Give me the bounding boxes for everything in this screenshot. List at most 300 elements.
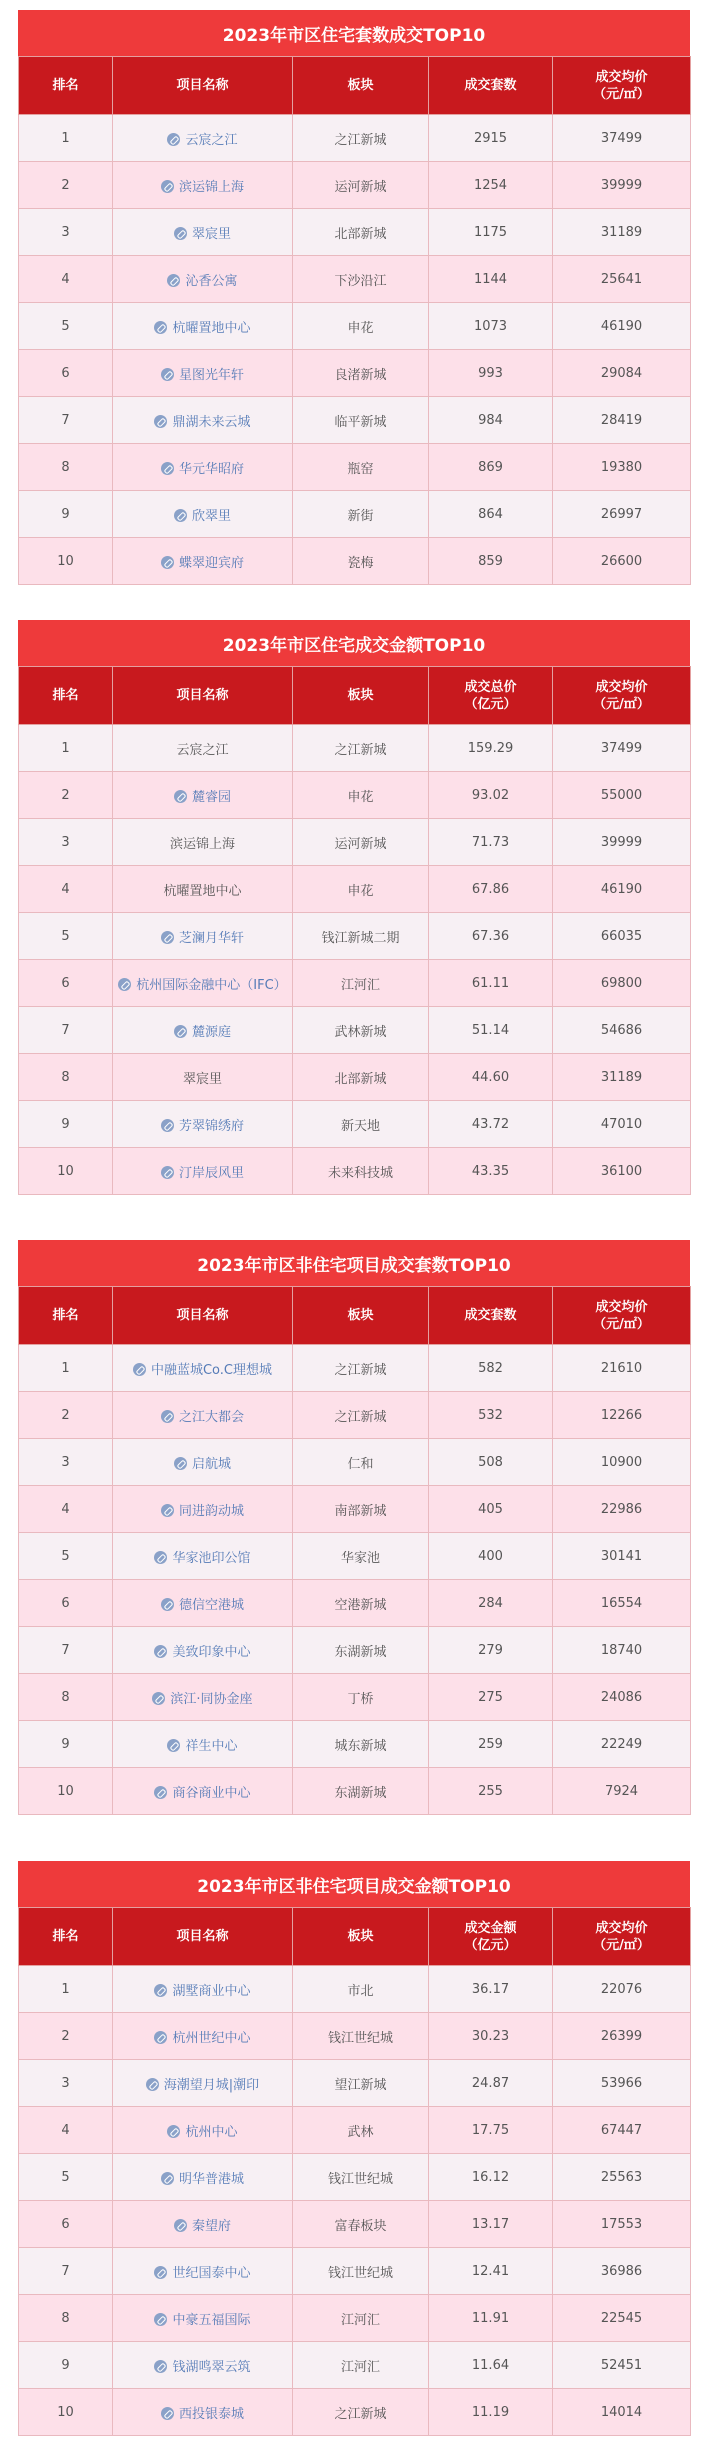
table-row: [19, 350, 691, 397]
link-icon: [161, 931, 174, 944]
cell-rank: 7: [19, 397, 113, 444]
cell-value-1: 400: [429, 1533, 553, 1580]
table-title: 2023年市区住宅成交金额TOP10: [18, 620, 690, 666]
link-icon: [167, 2125, 180, 2138]
cell-rank: 6: [19, 2201, 113, 2248]
cell-value-1: 43.35: [429, 1148, 553, 1195]
cell-value-1: 255: [429, 1768, 553, 1815]
cell-project-name[interactable]: [113, 115, 293, 162]
cell-value-1: 17.75: [429, 2107, 553, 2154]
cell-value-2: 22076: [553, 1966, 691, 2013]
header-area: 板块: [293, 667, 429, 725]
cell-value-1: 11.91: [429, 2295, 553, 2342]
cell-value-1: 51.14: [429, 1007, 553, 1054]
cell-value-2: 12266: [553, 1392, 691, 1439]
cell-value-1: 159.29: [429, 725, 553, 772]
table-row: [19, 209, 691, 256]
cell-value-1: 864: [429, 491, 553, 538]
cell-area: 之江新城: [293, 2389, 429, 2436]
cell-rank: 10: [19, 538, 113, 585]
link-icon: [154, 2313, 167, 2326]
cell-area: 城东新城: [293, 1721, 429, 1768]
cell-project-name: [113, 725, 293, 772]
cell-project-name[interactable]: [113, 772, 293, 819]
project-link[interactable]: 明华普港城: [178, 2171, 244, 2187]
table-row: [19, 2107, 691, 2154]
table-row: [19, 866, 691, 913]
cell-value-2: 31189: [553, 1054, 691, 1101]
cell-rank: 4: [19, 256, 113, 303]
project-link[interactable]: 湖墅商业中心: [172, 1983, 251, 1999]
cell-area: 江河汇: [293, 960, 429, 1007]
cell-project-name[interactable]: [113, 2342, 293, 2389]
table-row: [19, 491, 691, 538]
cell-value-1: 582: [429, 1345, 553, 1392]
cell-value-2: 66035: [553, 913, 691, 960]
header-value-2: 成交均价 （元/㎡）: [553, 1908, 691, 1966]
project-name: 翠宸里: [182, 1071, 222, 1087]
table-row: [19, 1580, 691, 1627]
table-row: [19, 115, 691, 162]
cell-value-2: 25641: [553, 256, 691, 303]
cell-area: 东湖新城: [293, 1627, 429, 1674]
cell-value-2: 37499: [553, 115, 691, 162]
cell-rank: 4: [19, 866, 113, 913]
table-residential-units: [18, 10, 690, 585]
cell-value-2: 26399: [553, 2013, 691, 2060]
cell-project-name: [113, 819, 293, 866]
cell-area: 瓶窑: [293, 444, 429, 491]
project-link[interactable]: 鼎湖未来云城: [172, 414, 251, 430]
cell-value-2: 26600: [553, 538, 691, 585]
cell-rank: 3: [19, 2060, 113, 2107]
cell-project-name[interactable]: [113, 1966, 293, 2013]
table-row: [19, 1627, 691, 1674]
cell-value-2: 37499: [553, 725, 691, 772]
table-title: 2023年市区非住宅项目成交金额TOP10: [18, 1861, 690, 1907]
link-icon: [161, 1504, 174, 1517]
cell-project-name[interactable]: [113, 303, 293, 350]
cell-project-name: [113, 1054, 293, 1101]
cell-value-2: 22545: [553, 2295, 691, 2342]
cell-project-name[interactable]: [113, 538, 293, 585]
project-link[interactable]: 芳翠锦绣府: [178, 1118, 244, 1134]
cell-value-2: 46190: [553, 866, 691, 913]
table-commercial-amount: [18, 1861, 690, 2436]
cell-area: 之江新城: [293, 725, 429, 772]
cell-value-2: 55000: [553, 772, 691, 819]
header-value-2: 成交均价 （元/㎡）: [553, 57, 691, 115]
header-value-1: 成交套数: [429, 57, 553, 115]
cell-area: 武林新城: [293, 1007, 429, 1054]
cell-value-1: 1073: [429, 303, 553, 350]
cell-value-1: 275: [429, 1674, 553, 1721]
project-link[interactable]: 中豪五福国际: [172, 2312, 251, 2328]
data-table: [18, 666, 691, 1195]
cell-value-1: 532: [429, 1392, 553, 1439]
cell-project-name[interactable]: [113, 350, 293, 397]
cell-value-2: 19380: [553, 444, 691, 491]
cell-value-2: 39999: [553, 819, 691, 866]
cell-project-name[interactable]: [113, 2107, 293, 2154]
cell-rank: 7: [19, 1627, 113, 1674]
table-row: [19, 913, 691, 960]
project-link[interactable]: 星图光年轩: [178, 367, 244, 383]
cell-area: 钱江世纪城: [293, 2013, 429, 2060]
table-row: [19, 772, 691, 819]
table-residential-amount: [18, 620, 690, 1195]
project-link[interactable]: 世纪国泰中心: [172, 2265, 251, 2281]
table-row: [19, 1392, 691, 1439]
cell-area: 钱江世纪城: [293, 2248, 429, 2295]
cell-rank: 9: [19, 1721, 113, 1768]
project-link[interactable]: 杭曜置地中心: [172, 320, 251, 336]
table-row: [19, 2389, 691, 2436]
table-row: [19, 1054, 691, 1101]
cell-project-name[interactable]: [113, 1533, 293, 1580]
cell-rank: 2: [19, 162, 113, 209]
table-row: [19, 1674, 691, 1721]
cell-value-1: 859: [429, 538, 553, 585]
table-row: [19, 303, 691, 350]
cell-project-name[interactable]: [113, 1627, 293, 1674]
project-link[interactable]: 商谷商业中心: [172, 1785, 251, 1801]
project-link[interactable]: 欣翠里: [191, 508, 231, 524]
project-link[interactable]: 云宸之江: [185, 132, 238, 148]
table-row: [19, 256, 691, 303]
link-icon: [161, 2172, 174, 2185]
link-icon: [161, 1410, 174, 1423]
cell-rank: 2: [19, 1392, 113, 1439]
header-name: 项目名称: [113, 667, 293, 725]
table-row: [19, 2248, 691, 2295]
project-link[interactable]: 麓睿园: [191, 789, 231, 805]
cell-rank: 8: [19, 1054, 113, 1101]
project-link[interactable]: 美致印象中心: [172, 1644, 251, 1660]
cell-rank: 10: [19, 1768, 113, 1815]
project-link[interactable]: 芝澜月华轩: [178, 930, 244, 946]
cell-rank: 3: [19, 209, 113, 256]
cell-area: 新街: [293, 491, 429, 538]
link-icon: [174, 1025, 187, 1038]
cell-area: 北部新城: [293, 1054, 429, 1101]
cell-value-2: 22249: [553, 1721, 691, 1768]
cell-value-1: 16.12: [429, 2154, 553, 2201]
cell-project-name[interactable]: [113, 913, 293, 960]
cell-value-1: 67.36: [429, 913, 553, 960]
project-name: 云宸之江: [176, 742, 229, 758]
link-icon: [174, 227, 187, 240]
table-title: 2023年市区非住宅项目成交套数TOP10: [18, 1240, 690, 1286]
cell-project-name[interactable]: [113, 2154, 293, 2201]
cell-project-name[interactable]: [113, 1721, 293, 1768]
cell-rank: 8: [19, 1674, 113, 1721]
project-link[interactable]: 汀岸辰风里: [178, 1165, 244, 1181]
cell-area: 空港新城: [293, 1580, 429, 1627]
project-link[interactable]: 沁香公寓: [185, 273, 238, 289]
cell-project-name[interactable]: [113, 162, 293, 209]
cell-value-1: 1144: [429, 256, 553, 303]
cell-project-name[interactable]: [113, 444, 293, 491]
cell-project-name[interactable]: [113, 1580, 293, 1627]
cell-project-name[interactable]: [113, 1392, 293, 1439]
header-name: 项目名称: [113, 57, 293, 115]
link-icon: [154, 1645, 167, 1658]
cell-rank: 4: [19, 1486, 113, 1533]
table-row: [19, 2013, 691, 2060]
table-row: [19, 1721, 691, 1768]
cell-rank: 1: [19, 115, 113, 162]
cell-area: 之江新城: [293, 1345, 429, 1392]
cell-rank: 1: [19, 1966, 113, 2013]
cell-value-1: 30.23: [429, 2013, 553, 2060]
cell-project-name[interactable]: [113, 1101, 293, 1148]
project-link[interactable]: 启航城: [191, 1456, 231, 1472]
cell-project-name: [113, 866, 293, 913]
cell-project-name[interactable]: [113, 2060, 293, 2107]
link-icon: [154, 2031, 167, 2044]
cell-value-1: 67.86: [429, 866, 553, 913]
cell-project-name[interactable]: [113, 397, 293, 444]
cell-area: 钱江新城二期: [293, 913, 429, 960]
cell-value-1: 11.19: [429, 2389, 553, 2436]
project-link[interactable]: 海潮望月城|潮印: [163, 2077, 260, 2093]
cell-rank: 1: [19, 725, 113, 772]
cell-rank: 6: [19, 1580, 113, 1627]
table-title: 2023年市区住宅套数成交TOP10: [18, 10, 690, 56]
cell-rank: 9: [19, 491, 113, 538]
header-value-2: 成交均价 （元/㎡）: [553, 1287, 691, 1345]
link-icon: [174, 509, 187, 522]
cell-area: 运河新城: [293, 162, 429, 209]
cell-project-name[interactable]: [113, 2295, 293, 2342]
link-icon: [154, 1786, 167, 1799]
cell-rank: 1: [19, 1345, 113, 1392]
table-row: [19, 1966, 691, 2013]
cell-value-2: 30141: [553, 1533, 691, 1580]
cell-area: 江河汇: [293, 2342, 429, 2389]
table-row: [19, 1768, 691, 1815]
table-row: [19, 725, 691, 772]
project-link[interactable]: 滨运锦上海: [178, 179, 244, 195]
cell-project-name[interactable]: [113, 1345, 293, 1392]
project-link[interactable]: 中融蓝城Co.C理想城: [150, 1362, 272, 1378]
cell-value-1: 1175: [429, 209, 553, 256]
header-row: [19, 1908, 691, 1966]
cell-value-1: 405: [429, 1486, 553, 1533]
link-icon: [167, 274, 180, 287]
cell-value-2: 26997: [553, 491, 691, 538]
cell-rank: 6: [19, 350, 113, 397]
cell-value-1: 11.64: [429, 2342, 553, 2389]
table-row: [19, 960, 691, 1007]
project-name: 滨运锦上海: [169, 836, 235, 852]
cell-value-1: 259: [429, 1721, 553, 1768]
cell-rank: 3: [19, 1439, 113, 1486]
header-rank: 排名: [19, 1908, 113, 1966]
cell-project-name[interactable]: [113, 209, 293, 256]
link-icon: [174, 2219, 187, 2232]
cell-value-1: 71.73: [429, 819, 553, 866]
cell-value-2: 28419: [553, 397, 691, 444]
cell-project-name[interactable]: [113, 1148, 293, 1195]
cell-value-2: 17553: [553, 2201, 691, 2248]
cell-area: 武林: [293, 2107, 429, 2154]
project-link[interactable]: 蝶翠迎宾府: [178, 555, 244, 571]
header-rank: 排名: [19, 57, 113, 115]
cell-project-name[interactable]: [113, 256, 293, 303]
link-icon: [154, 1984, 167, 1997]
link-icon: [161, 462, 174, 475]
cell-value-1: 13.17: [429, 2201, 553, 2248]
cell-value-2: 18740: [553, 1627, 691, 1674]
cell-rank: 5: [19, 913, 113, 960]
cell-area: 富春板块: [293, 2201, 429, 2248]
data-table: [18, 56, 691, 585]
cell-rank: 5: [19, 303, 113, 350]
cell-project-name[interactable]: [113, 1674, 293, 1721]
project-link[interactable]: 杭州中心: [185, 2124, 238, 2140]
cell-value-1: 93.02: [429, 772, 553, 819]
project-link[interactable]: 华元华昭府: [178, 461, 244, 477]
cell-rank: 3: [19, 819, 113, 866]
link-icon: [154, 415, 167, 428]
cell-rank: 8: [19, 444, 113, 491]
cell-rank: 9: [19, 1101, 113, 1148]
link-icon: [152, 1692, 165, 1705]
cell-value-1: 993: [429, 350, 553, 397]
cell-project-name[interactable]: [113, 1768, 293, 1815]
cell-value-1: 43.72: [429, 1101, 553, 1148]
cell-value-2: 29084: [553, 350, 691, 397]
cell-value-2: 31189: [553, 209, 691, 256]
table-commercial-units: [18, 1240, 690, 1815]
cell-value-2: 54686: [553, 1007, 691, 1054]
cell-project-name[interactable]: [113, 2201, 293, 2248]
header-area: 板块: [293, 1287, 429, 1345]
cell-project-name[interactable]: [113, 960, 293, 1007]
header-area: 板块: [293, 1908, 429, 1966]
cell-rank: 2: [19, 2013, 113, 2060]
cell-rank: 2: [19, 772, 113, 819]
table-row: [19, 538, 691, 585]
header-row: [19, 667, 691, 725]
link-icon: [167, 133, 180, 146]
cell-area: 未来科技城: [293, 1148, 429, 1195]
table-row: [19, 1345, 691, 1392]
project-link[interactable]: 秦望府: [191, 2218, 231, 2234]
cell-value-1: 2915: [429, 115, 553, 162]
cell-area: 新天地: [293, 1101, 429, 1148]
project-link[interactable]: 杭州世纪中心: [172, 2030, 251, 2046]
cell-value-2: 36100: [553, 1148, 691, 1195]
cell-value-2: 16554: [553, 1580, 691, 1627]
link-icon: [161, 556, 174, 569]
cell-value-1: 984: [429, 397, 553, 444]
table-row: [19, 1101, 691, 1148]
cell-value-1: 279: [429, 1627, 553, 1674]
table-row: [19, 2154, 691, 2201]
cell-project-name[interactable]: [113, 1007, 293, 1054]
project-link[interactable]: 祥生中心: [185, 1738, 238, 1754]
cell-value-1: 36.17: [429, 1966, 553, 2013]
cell-project-name[interactable]: [113, 1439, 293, 1486]
cell-value-1: 1254: [429, 162, 553, 209]
project-link[interactable]: 麓源庭: [191, 1024, 231, 1040]
cell-rank: 10: [19, 2389, 113, 2436]
cell-value-1: 24.87: [429, 2060, 553, 2107]
header-value-2: 成交均价 （元/㎡）: [553, 667, 691, 725]
project-link[interactable]: 华家池印公馆: [172, 1550, 251, 1566]
table-row: [19, 2060, 691, 2107]
header-row: [19, 1287, 691, 1345]
cell-rank: 6: [19, 960, 113, 1007]
cell-value-1: 284: [429, 1580, 553, 1627]
cell-value-2: 14014: [553, 2389, 691, 2436]
table-row: [19, 819, 691, 866]
cell-area: 临平新城: [293, 397, 429, 444]
project-link[interactable]: 滨江·同协金座: [170, 1691, 253, 1707]
link-icon: [161, 1598, 174, 1611]
cell-value-1: 508: [429, 1439, 553, 1486]
project-link[interactable]: 之江大都会: [178, 1409, 244, 1425]
cell-area: 仁和: [293, 1439, 429, 1486]
cell-value-2: 69800: [553, 960, 691, 1007]
cell-value-2: 36986: [553, 2248, 691, 2295]
cell-value-2: 52451: [553, 2342, 691, 2389]
cell-value-2: 24086: [553, 1674, 691, 1721]
project-link[interactable]: 杭州国际金融中心（IFC）: [136, 977, 287, 993]
data-table: [18, 1907, 691, 2436]
project-link[interactable]: 西投银泰城: [178, 2406, 244, 2422]
link-icon: [154, 2266, 167, 2279]
header-value-1: 成交套数: [429, 1287, 553, 1345]
project-link[interactable]: 德信空港城: [178, 1597, 244, 1613]
cell-rank: 10: [19, 1148, 113, 1195]
table-row: [19, 1439, 691, 1486]
cell-area: 钱江世纪城: [293, 2154, 429, 2201]
cell-area: 望江新城: [293, 2060, 429, 2107]
link-icon: [133, 1363, 146, 1376]
table-row: [19, 2342, 691, 2389]
table-row: [19, 1148, 691, 1195]
project-link[interactable]: 翠宸里: [191, 226, 231, 242]
header-name: 项目名称: [113, 1908, 293, 1966]
cell-project-name[interactable]: [113, 491, 293, 538]
cell-project-name[interactable]: [113, 1486, 293, 1533]
cell-value-2: 47010: [553, 1101, 691, 1148]
cell-rank: 5: [19, 1533, 113, 1580]
table-row: [19, 1533, 691, 1580]
project-name: 杭曜置地中心: [163, 883, 242, 899]
data-table: [18, 1286, 691, 1815]
link-icon: [118, 978, 131, 991]
cell-project-name[interactable]: [113, 2013, 293, 2060]
header-rank: 排名: [19, 1287, 113, 1345]
cell-project-name[interactable]: [113, 2389, 293, 2436]
project-link[interactable]: 钱湖鸣翠云筑: [172, 2359, 251, 2375]
cell-area: 良渚新城: [293, 350, 429, 397]
header-name: 项目名称: [113, 1287, 293, 1345]
project-link[interactable]: 同进韵动城: [178, 1503, 244, 1519]
cell-value-2: 10900: [553, 1439, 691, 1486]
cell-area: 华家池: [293, 1533, 429, 1580]
cell-area: 南部新城: [293, 1486, 429, 1533]
header-value-1: 成交金额 （亿元）: [429, 1908, 553, 1966]
link-icon: [161, 368, 174, 381]
link-icon: [161, 180, 174, 193]
cell-project-name[interactable]: [113, 2248, 293, 2295]
